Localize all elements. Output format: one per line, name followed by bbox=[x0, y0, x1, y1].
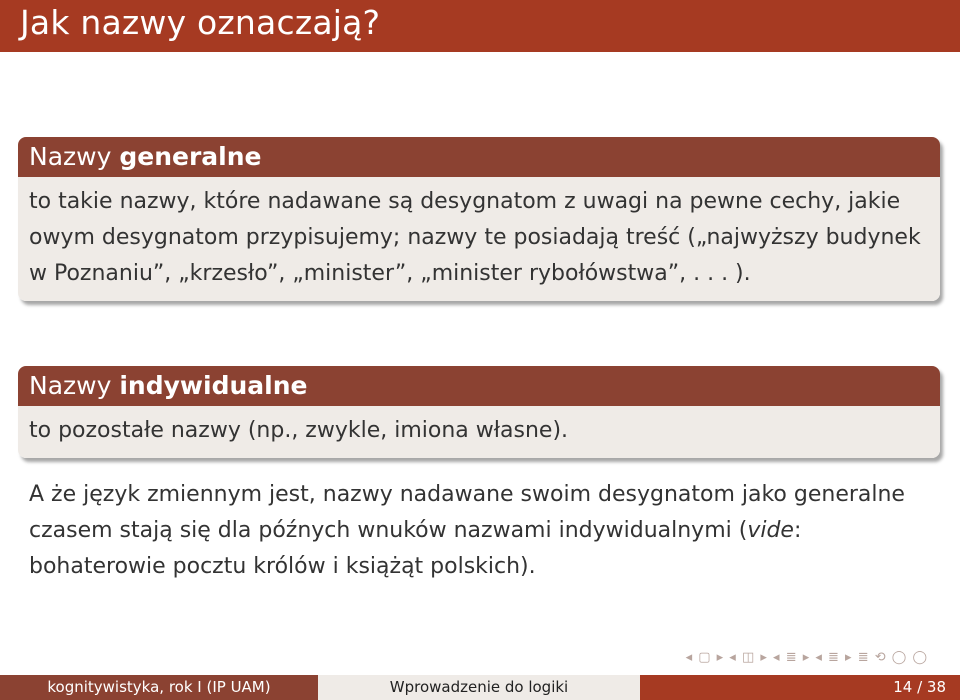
block-title-prefix: Nazwy bbox=[29, 371, 112, 400]
block-individual-names bbox=[18, 366, 940, 458]
block-title-keyword: indywidualne bbox=[119, 371, 308, 400]
paragraph-text-before: A że język zmiennym jest, nazwy nadawane swoim desygnatom jako generalne czasem stają się dla późnych wnuków nazwami indywidualnymi ( bbox=[29, 482, 905, 543]
block-body-individual: to pozostałe nazwy (np., zwykle, imiona własne). bbox=[18, 406, 940, 458]
frame-title: Jak nazwy oznaczają? bbox=[0, 0, 960, 52]
block-title-individual bbox=[18, 366, 940, 406]
closing-paragraph bbox=[29, 477, 934, 585]
footer-page-number: 14 / 38 bbox=[640, 675, 960, 700]
block-general-names bbox=[18, 137, 940, 301]
paragraph-text-after: : bohaterowie pocztu królów i książąt polskich). bbox=[29, 518, 802, 579]
footer-bar bbox=[0, 675, 960, 700]
block-title-prefix: Nazwy bbox=[29, 142, 112, 171]
footer-author: kognitywistyka, rok I (IP UAM) bbox=[0, 675, 318, 700]
beamer-navigation-icons[interactable]: ◂ ▢ ▸ ◂ ◫ ▸ ◂ ≣ ▸ ◂ ≣ ▸ ≣ ⟲ ◯ ◯ bbox=[685, 650, 928, 665]
footer-course-title: Wprowadzenie do logiki bbox=[318, 675, 640, 700]
block-title-keyword: generalne bbox=[119, 142, 262, 171]
paragraph-italic-vide: vide bbox=[747, 518, 794, 543]
block-body-general: to takie nazwy, które nadawane są desygnatom z uwagi na pewne cechy, jakie owym desygnatom przypisujemy; nazwy te posiadają treść („najwyższy budynek w Poznaniu”, „krzesło”, „minister”, „minister rybołówstwa”, . . . ). bbox=[18, 177, 940, 301]
block-title-general bbox=[18, 137, 940, 177]
